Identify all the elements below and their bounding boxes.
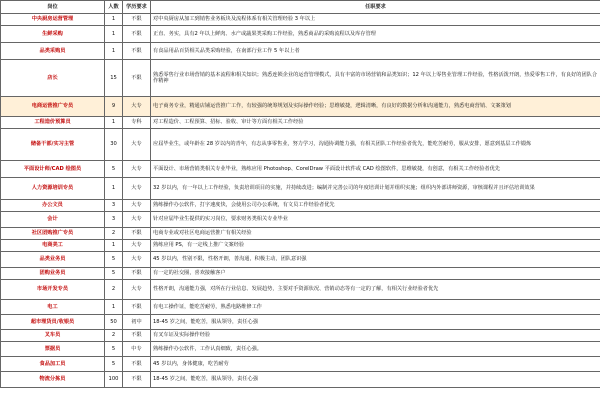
count-cell: 3 bbox=[105, 200, 123, 212]
position-cell: 人力资源培训专员 bbox=[1, 178, 105, 200]
table-row bbox=[1, 161, 600, 178]
position-cell: 会计 bbox=[1, 212, 105, 228]
requirements-cell: 有一定的社交圈，喜欢接触客户 bbox=[151, 268, 600, 280]
count-cell: 1 bbox=[105, 43, 123, 60]
header-education: 学历要求 bbox=[123, 1, 151, 14]
count-cell: 2 bbox=[105, 280, 123, 300]
count-cell: 5 bbox=[105, 357, 123, 372]
count-cell: 5 bbox=[105, 342, 123, 357]
education-cell: 大专 bbox=[123, 280, 151, 300]
requirements-cell: 应届毕业生，或年龄在 28 岁以内的青年，有志从事零售业，努力学习，沟通协调能力强，有相关团队工作经验者优先，能吃苦耐劳，服从安排，愿意到基层工作锻炼 bbox=[151, 129, 600, 161]
table-row bbox=[1, 240, 600, 252]
education-cell: 不限 bbox=[123, 228, 151, 240]
position-cell: 品类采购员 bbox=[1, 43, 105, 60]
requirements-cell: 熟悉零售行业市场营销的基本流程和相关知识；熟悉连锁企业的运营管理模式，具有丰富的市场营销和品类知识；12 年以上零售业管理工作经验，性格活泼开朗，热爱零售工作，有良好的团队合作精神 bbox=[151, 60, 600, 97]
count-cell: 5 bbox=[105, 252, 123, 268]
requirements-cell: 45 岁以内，性别不限，性格开朗，善沟通，积极主动，团队意识强 bbox=[151, 252, 600, 268]
requirements-cell: 45 岁以内，身体健康，吃苦耐劳 bbox=[151, 357, 600, 372]
requirements-cell: 针对应届毕业生提供的实习岗位，要求财务类相关专业毕业 bbox=[151, 212, 600, 228]
position-cell: 市场开发专员 bbox=[1, 280, 105, 300]
position-cell: 社区团购推广专员 bbox=[1, 228, 105, 240]
count-cell: 1 bbox=[105, 178, 123, 200]
table-row bbox=[1, 43, 600, 60]
requirements-cell: 对中央厨房从加工到销售业务板块及流程体系有相关管理经验 3 年以上 bbox=[151, 14, 600, 26]
requirements-cell: 有食品用品百货相关品类采购经验，在南部行业工作 5 年以上者 bbox=[151, 43, 600, 60]
count-cell: 1 bbox=[105, 14, 123, 26]
table-row bbox=[1, 228, 600, 240]
education-cell: 大专 bbox=[123, 161, 151, 178]
table-row bbox=[1, 60, 600, 97]
table-row bbox=[1, 129, 600, 161]
count-cell: 50 bbox=[105, 315, 123, 330]
position-cell: 平面设计师/CAD 绘图员 bbox=[1, 161, 105, 178]
education-cell: 不限 bbox=[123, 43, 151, 60]
position-cell: 团购业务员 bbox=[1, 268, 105, 280]
position-cell: 生鲜采购 bbox=[1, 26, 105, 43]
requirements-cell: 电商专业或对社区电商运营推广有相关经验 bbox=[151, 228, 600, 240]
table-row bbox=[1, 14, 600, 26]
count-cell: 9 bbox=[105, 97, 123, 117]
education-cell: 大专 bbox=[123, 252, 151, 268]
requirements-cell: 18-45 岁之间，能吃苦，服从领导，责任心强 bbox=[151, 315, 600, 330]
position-cell: 电商美工 bbox=[1, 240, 105, 252]
header-requirements: 任职要求 bbox=[151, 1, 600, 14]
education-cell: 不限 bbox=[123, 60, 151, 97]
count-cell: 1 bbox=[105, 300, 123, 315]
position-cell: 叉车员 bbox=[1, 330, 105, 342]
table-row bbox=[1, 330, 600, 342]
education-cell: 不限 bbox=[123, 372, 151, 388]
count-cell: 1 bbox=[105, 240, 123, 252]
requirements-cell: 对工程造价、工程预算、招标、验收、审计等方面有相关工作经验 bbox=[151, 117, 600, 129]
position-cell: 储备干部/实习主管 bbox=[1, 129, 105, 161]
education-cell: 不限 bbox=[123, 268, 151, 280]
table-row bbox=[1, 200, 600, 212]
requirements-cell: 熟练应用 PS，有一定线上推广文案经验 bbox=[151, 240, 600, 252]
requirements-cell: 电子商务专业，精通店铺运营推广工作，有较强的统筹规划及实际操作经验；思维敏捷，逻辑清晰，有良好的数据分析和沟通能力，熟悉电商营销、文案策划 bbox=[151, 97, 600, 117]
position-cell: 物流分拣员 bbox=[1, 372, 105, 388]
count-cell: 3 bbox=[105, 212, 123, 228]
position-cell: 食品加工员 bbox=[1, 357, 105, 372]
education-cell: 大专 bbox=[123, 200, 151, 212]
position-cell: 电工 bbox=[1, 300, 105, 315]
count-cell: 2 bbox=[105, 330, 123, 342]
requirements-cell: 熟练操作办公软件，打字速度快，会使用公司办公系统，有文员工作经验者优先 bbox=[151, 200, 600, 212]
education-cell: 不限 bbox=[123, 14, 151, 26]
education-cell: 大专 bbox=[123, 129, 151, 161]
education-cell: 不限 bbox=[123, 26, 151, 43]
position-cell: 办公文员 bbox=[1, 200, 105, 212]
education-cell: 大专 bbox=[123, 178, 151, 200]
education-cell: 不限 bbox=[123, 330, 151, 342]
count-cell: 5 bbox=[105, 161, 123, 178]
count-cell: 1 bbox=[105, 117, 123, 129]
table-row bbox=[1, 342, 600, 357]
count-cell: 1 bbox=[105, 26, 123, 43]
position-cell: 店长 bbox=[1, 60, 105, 97]
table-row bbox=[1, 372, 600, 388]
requirements-cell: 熟练操作办公软件，工作认真细致，责任心强。 bbox=[151, 342, 600, 357]
table-row bbox=[1, 315, 600, 330]
table-row bbox=[1, 212, 600, 228]
table-row bbox=[1, 252, 600, 268]
position-cell: 超市理货员/收银员 bbox=[1, 315, 105, 330]
requirements-cell: 正直、务实，具有2 年以上鲜肉、水产或蔬果类采购工作经验，熟悉商品的采购流程以及库存管理 bbox=[151, 26, 600, 43]
education-cell: 不限 bbox=[123, 357, 151, 372]
header-position: 岗位 bbox=[1, 1, 105, 14]
position-cell: 电商运营推广专员 bbox=[1, 97, 105, 117]
position-cell: 票据员 bbox=[1, 342, 105, 357]
requirements-cell: 18-45 岁之间，能吃苦，服从领导，责任心强 bbox=[151, 372, 600, 388]
education-cell: 中专 bbox=[123, 342, 151, 357]
table-row bbox=[1, 268, 600, 280]
position-cell: 工程造价预算员 bbox=[1, 117, 105, 129]
education-cell: 初中 bbox=[123, 315, 151, 330]
position-cell: 品类业务员 bbox=[1, 252, 105, 268]
requirements-cell: 有电工操作证，能吃苦耐劳，熟悉电路维修工作 bbox=[151, 300, 600, 315]
education-cell: 大专 bbox=[123, 240, 151, 252]
education-cell: 大专 bbox=[123, 212, 151, 228]
table-header-row bbox=[1, 1, 600, 14]
requirements-cell: 平面设计、市场营销类相关专业毕业，熟练应用 Photoshop、CorelDraw 平面设计软件或 CAD 绘图软件，思维敏捷，有创意，有相关工作经验者优先 bbox=[151, 161, 600, 178]
position-cell: 中央厨房运营管理 bbox=[1, 14, 105, 26]
education-cell: 大专 bbox=[123, 97, 151, 117]
education-cell: 不限 bbox=[123, 300, 151, 315]
table-body bbox=[1, 14, 600, 388]
count-cell: 15 bbox=[105, 60, 123, 97]
count-cell: 5 bbox=[105, 268, 123, 280]
table-row bbox=[1, 300, 600, 315]
count-cell: 30 bbox=[105, 129, 123, 161]
count-cell: 100 bbox=[105, 372, 123, 388]
requirements-cell: 32 岁以内，有一年以上工作经验，负责培训项目的实施，并持续改进；编制并完善公司的年度培训计划并组织实施；组织内外部讲师资源，审核课程并且评估培训效果 bbox=[151, 178, 600, 200]
table-row bbox=[1, 357, 600, 372]
requirements-cell: 性格开朗，沟通能力强，对所在行业信息、发展趋势，主要对手资源状况、营销动态等有一定的了解，有相关行业经验者优先 bbox=[151, 280, 600, 300]
table-row bbox=[1, 117, 600, 129]
count-cell: 2 bbox=[105, 228, 123, 240]
requirements-cell: 有叉车证及实际操作经验 bbox=[151, 330, 600, 342]
table-row bbox=[1, 26, 600, 43]
education-cell: 专科 bbox=[123, 117, 151, 129]
table-row bbox=[1, 97, 600, 117]
table-row bbox=[1, 178, 600, 200]
header-count: 人数 bbox=[105, 1, 123, 14]
table-row bbox=[1, 280, 600, 300]
